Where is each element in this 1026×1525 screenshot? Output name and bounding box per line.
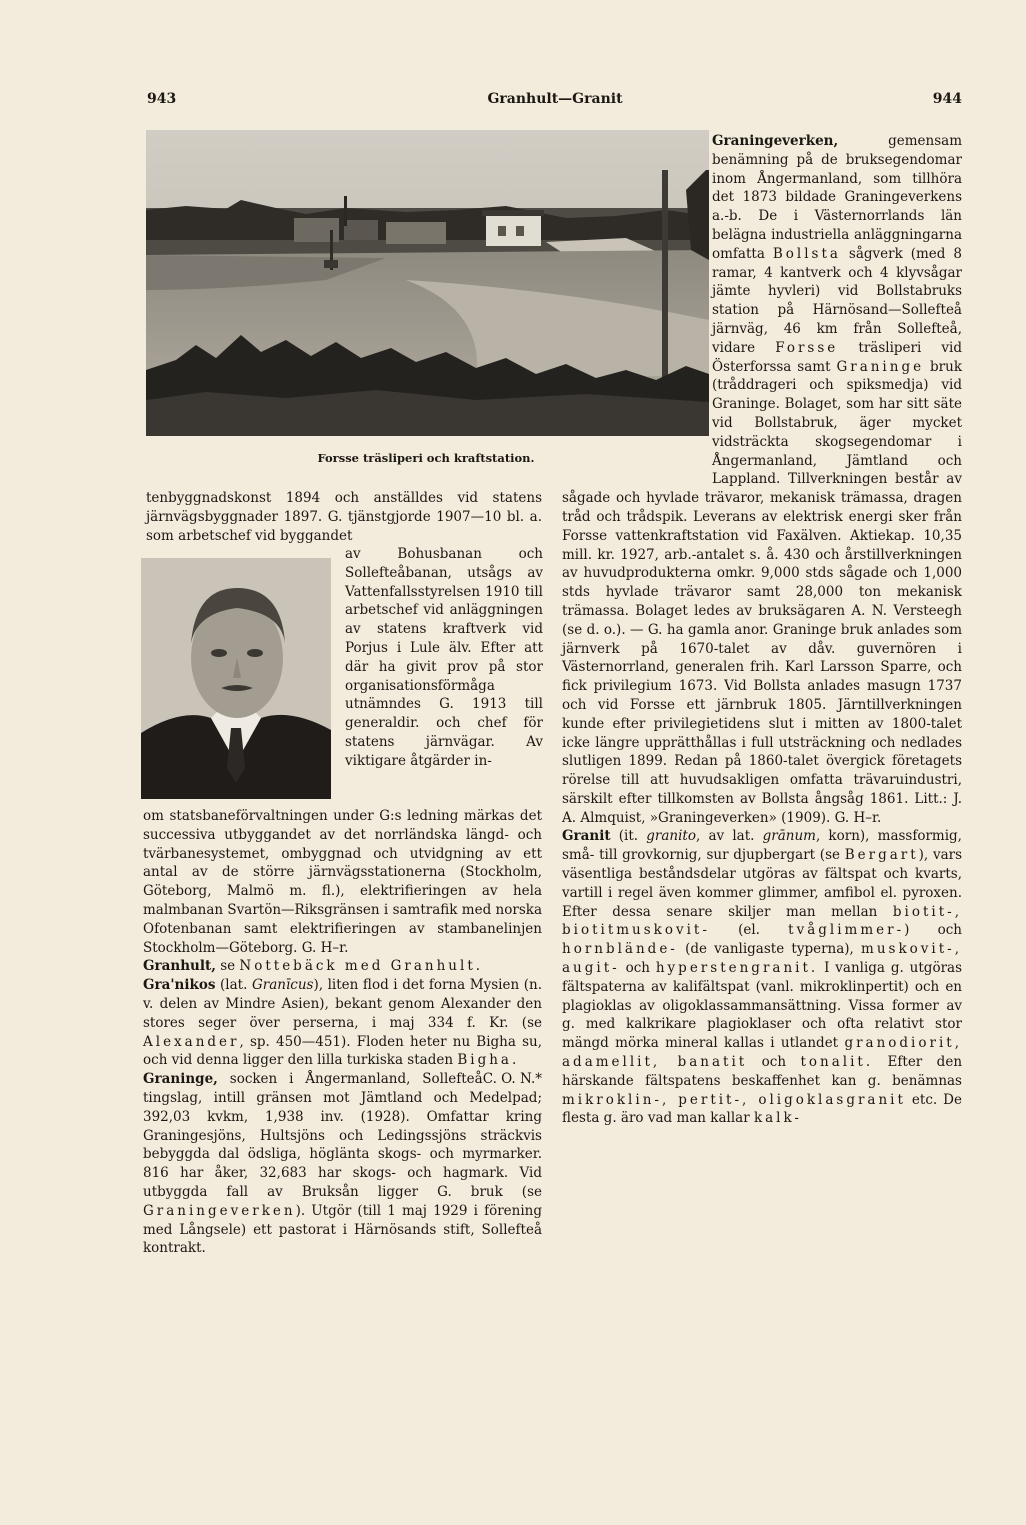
graninge-text: ). Utgör (till 1 maj 1929 i förening med Långsele) ett pastorat i Härnösands stift, Sollefteå kontrakt. — [143, 1202, 542, 1257]
cross-reference[interactable]: Alexander — [143, 1033, 240, 1050]
place-forsse: Forsse — [775, 339, 839, 356]
granite-type: hyperstengranit. — [655, 960, 819, 977]
granite-type: kalk- — [753, 1110, 802, 1127]
granite-type: mikroklin-, pertit-, oligoklasgranit — [562, 1091, 906, 1108]
granikos-text: , sp. 450—451). Floden heter nu Bigha su, och vid denna ligger den lilla turkiska staden — [143, 1033, 542, 1069]
ernst-continued-text: om statsbaneförvaltningen under G:s ledning märkas det successiva utbyggandet av det norrländska längd- och tvärbanesystemet, ombyggnad och utvidgning av ett antal av de större järnvägsstationerna (Stockholm, Göteborg, Malmö m. fl.), elektrifieringen av hela malmbanan Svartön—Riksgränsen i samtrafik med norska Ofotenbanan samt elektrifieringen av stambanelinjen Stockholm—Göteborg. G. H–r. — [143, 808, 542, 956]
author-signature: C. O. N.* — [482, 1071, 542, 1088]
headword-granit: Granit — [562, 828, 611, 845]
granikos-text: (lat. — [215, 977, 252, 994]
headword-graningeverken: Graningeverken, — [712, 133, 839, 149]
granit-text: (el. — [709, 922, 789, 939]
right-column — [562, 132, 962, 1128]
left-column-articles — [143, 807, 542, 1258]
cross-reference[interactable]: Graningeverken — [143, 1202, 296, 1219]
graninge-text: socken i Ångermanland, Sollefteå tingslag, intill gränsen mot Jämtland och Medelpad; 392,03 kvkm, 1,938 inv. (1928). Omfattar kring Graningesjöns, Hultsjöns och Ledingssjöns sträckvis bebyggda dal ödsliga, höglänta skogs- och myrmarker. 816 har åker, 32,683 har skogs- och hagmark. Vid utbyggda fall av Bruksån ligger G. bruk (se — [143, 1071, 542, 1200]
photo-caption: Forsse träsliperi och kraftstation. — [317, 451, 535, 465]
italian-term: granito — [646, 828, 696, 845]
granit-text: I vanliga g. utgöras fältspaterna av kalifältspat (vanl. mikroklinpertit) och en plagioklas av oligoklassammansättning. Vissa former av g. med kalkrikare plagioklaser och ofta relativt stor mängd mörka mineral kallas i utlandet — [562, 960, 962, 1052]
granit-text: Efter den härskande fältspatens beskaffenhet kan g. benämnas — [562, 1054, 963, 1089]
entry-granhult — [143, 957, 542, 976]
latin-term: grānum — [762, 828, 816, 845]
ernst-career-text: av Bohusbanan och Sollefteåbanan, utsågs av Vattenfallsstyrelsen 1910 till arbetschef vid anläggningen av statens kraftverk vid Porjus i Lule älv. Efter att där ha givit prov på stor organisationsförmåga utnämndes G. 1913 till generaldir. och chef för statens järnvägar. Av viktigare åtgärder in- — [345, 546, 543, 769]
graningeverken-text: gemensam benämning på de bruksegendomar inom Ångermanland, som tillhöra det 1873 bildade Graningeverkens a.-b. De i Västernorrlands län belägna industriella anläggningarna omfatta — [712, 133, 962, 262]
graningeverken-text: bruk (tråddrageri och spiksmedja) vid Graninge. Bolaget, som har sitt säte vid Bollstabruk, äger mycket vidsträckta skogsegendomar i Ångermanland, Jämtland och Lappland. Tillverkningen består av sågade och hyvlade trävaror, mekanisk trämassa, dragen tråd och trådspik. Leverans av elektrisk energi sker från Forsse vattenkraftstation vid Faxälven. Aktiekap. 10,35 mill. kr. 1927, arb.-antalet s. å. 430 och årstillverkningen av huvudprodukterna omkr. 9,000 stds sågade och 1,000 stds hyvlade trävaror samt 28,000 ton mekanisk trämassa. Bolaget ledes av bruksägaren A. N. Versteegh (se d. o.). — G. ha gamla anor. Graninge bruk anlades som järnverk på 1670-talet av dåv. guvernören i Västernorrland, generalen frih. Karl Larsson Sparre, och fick privilegium 1673. Vid Bollsta anlades masugn 1737 och vid Forsse ett järnbruk 1805. Järntillverkningen kunde efter privilegietidens slut i mitten av 1800-talet icke längre upprätthållas i full utsträckning och nedlades slutligen 1899. Redan på 1860-talet övergick företagets rörelse till att huvudsakligen omfatta trävaruindustri, särskilt efter tillkomsten av Bollsta ångsåg 1861. Litt.: J. A. Almquist, »Graningeverken» (1909). G. H–r. — [562, 358, 962, 826]
page-number-left: 943 — [147, 91, 177, 107]
granit-text: etc. De flesta g. äro vad man kallar — [562, 1091, 962, 1127]
granite-type: muskovit-, augit- — [562, 941, 962, 977]
entry-granit — [562, 827, 962, 1128]
graningeverken-text: träsliperi vid Österforssa samt — [712, 339, 962, 375]
granit-text: (de vanligaste typerna), — [677, 941, 862, 958]
headword-granhult: Granhult, — [143, 958, 216, 975]
granit-text: , av lat. — [695, 828, 763, 845]
entry-graningeverken — [562, 132, 962, 827]
left-column-intro — [146, 489, 542, 545]
cross-reference[interactable]: Bergart — [844, 847, 919, 864]
running-head: Granhult—Granit — [487, 91, 623, 107]
granikos-text: ), liten flod i det forna Mysien (n. v. delen av Mindre Asien), bekant genom Alexander den stores seger över perserna, i maj 334 f. Kr. (se — [143, 977, 542, 1031]
portrait-photo — [141, 558, 331, 799]
granit-text: , korn), massformig, små- till grovkornig, sur djupbergart (se — [562, 828, 962, 864]
granite-type: hornblände- — [562, 941, 678, 958]
granite-type: tvåglimmer- — [788, 922, 905, 939]
ernst-intro-text: tenbyggnadskonst 1894 och anställdes vid statens järnvägsbyggnader 1897. G. tjänstgjorde 1907—10 bl. a. som arbetschef vid byggandet — [146, 490, 542, 544]
headword-granikos: Gra'nikos — [143, 977, 216, 994]
graningeverken-text: sågverk (med 8 ramar, 4 kantverk och 4 klyvsågar jämte hyvleri) vid Bollstabruks station på Härnösand—Sollefteå järnväg, 46 km från Sollefteå, vidare — [712, 245, 962, 356]
place-bollsta: Bollsta — [772, 245, 841, 262]
granite-type: granodiorit, adamellit, banatit — [562, 1035, 962, 1071]
headword-graninge: Graninge, — [143, 1071, 218, 1088]
cross-reference[interactable]: Nottebäck med Granhult. — [239, 958, 484, 975]
granit-text: ) och — [904, 922, 962, 939]
granit-text: ), vars väsentliga beståndsdelar utgöras av fältspat och kvarts, vartill i regel även kommer glimmer, amfibol el. pyroxen. Efter dessa senare skiljer man mellan — [562, 847, 962, 920]
page-number-right: 944 — [932, 91, 962, 107]
town-name: Bigha. — [457, 1052, 520, 1069]
granhult-text: se — [215, 958, 240, 975]
granit-text: (it. — [610, 828, 647, 845]
granit-text: och — [747, 1054, 801, 1071]
latin-term: Granīcus — [251, 977, 314, 994]
granite-type: tonalit. — [800, 1054, 874, 1071]
granit-text: och — [619, 960, 656, 977]
place-graninge: Graninge — [836, 358, 925, 375]
left-column-beside-portrait — [345, 545, 543, 771]
entry-graninge — [143, 1070, 542, 1258]
figure-spacer — [562, 132, 712, 488]
granite-type: biotit-, biotitmuskovit- — [562, 903, 962, 939]
